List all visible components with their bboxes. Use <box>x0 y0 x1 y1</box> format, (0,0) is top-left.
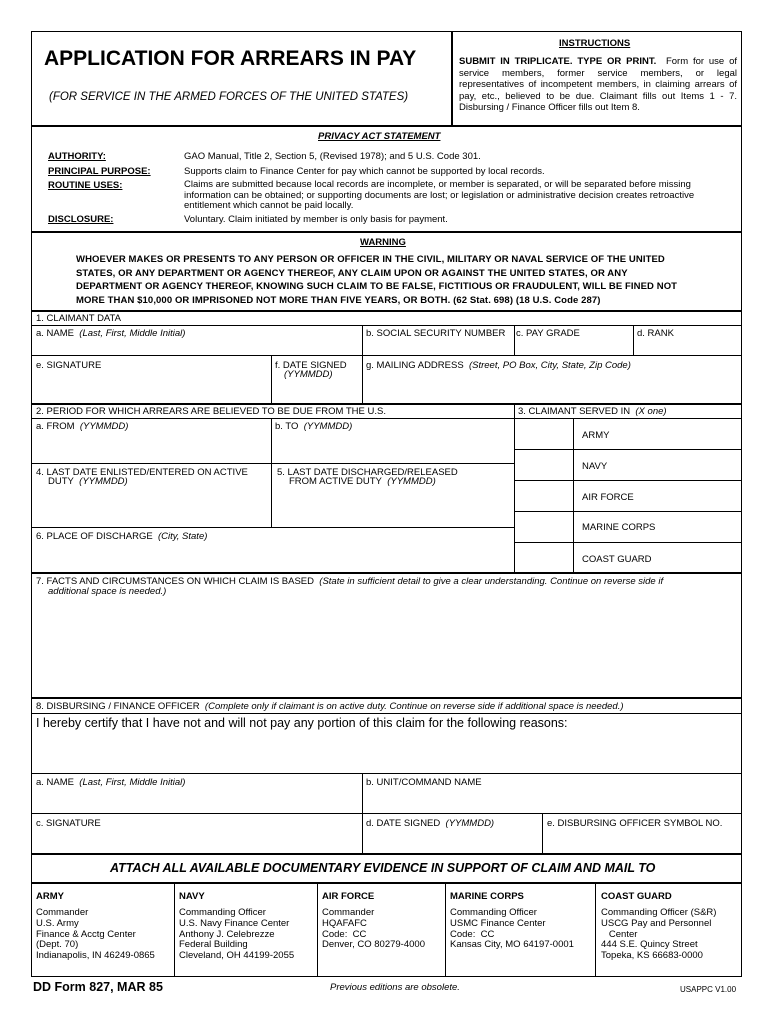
officer-date-signed-label: d. DATE SIGNED (YYMMDD) <box>366 818 495 829</box>
from-date-field[interactable] <box>33 433 269 463</box>
authority-label: AUTHORITY: <box>48 151 106 162</box>
certify-reasons-field[interactable] <box>33 732 740 772</box>
service-checkbox-marine-corps[interactable] <box>516 513 572 541</box>
s1-row1-rule <box>31 355 742 356</box>
s1-vline-rank <box>633 325 634 355</box>
facts-hint-2: additional space is needed.) <box>48 586 167 597</box>
last-date-discharged-label: 5. LAST DATE DISCHARGED/RELEASED <box>277 467 458 478</box>
mailing-address-label: g. MAILING ADDRESS (Street, PO Box, City, State, Zip Code) <box>366 360 631 371</box>
disbursing-officer-label: 8. DISBURSING / FINANCE OFFICER (Complete only if claimant is on active duty. Continue on reverse side if additional space is needed.) <box>36 701 624 712</box>
warning-bottom-rule <box>31 310 742 312</box>
purpose-label: PRINCIPAL PURPOSE: <box>48 166 151 177</box>
s3-row-rule-2 <box>514 480 742 481</box>
privacy-heading: PRIVACY ACT STATEMENT <box>318 131 441 142</box>
officer-signature-field[interactable] <box>33 830 359 852</box>
purpose-text: Supports claim to Finance Center for pay which cannot be supported by local records. <box>184 166 545 177</box>
s8-row-rule <box>31 813 742 814</box>
form-version: USAPPC V1.00 <box>680 985 737 994</box>
mail-coast-guard-address: Commanding Officer (S&R) USCG Pay and Personnel Center 444 S.E. Quincy Street Topeka, KS 66683-0000 <box>601 907 717 962</box>
s6-bottom-rule <box>31 572 742 574</box>
last-date-entered-label: 4. LAST DATE ENLISTED/ENTERED ON ACTIVE <box>36 467 248 478</box>
last-date-entered-label-2: DUTY (YYMMDD) <box>48 476 128 487</box>
officer-signature-label: c. SIGNATURE <box>36 818 101 829</box>
mail-coast-guard-title: COAST GUARD <box>601 891 672 902</box>
mail-vline-2 <box>317 882 318 977</box>
warning-heading: WARNING <box>360 237 406 248</box>
s1-vline-date <box>271 355 272 403</box>
mail-air-force-address: Commander HQAFAFC Code: CC Denver, CO 80279-4000 <box>322 907 425 951</box>
s1-heading-rule <box>31 325 742 326</box>
s8-heading-rule <box>31 713 742 714</box>
s8-bottom-rule <box>31 853 742 855</box>
s2-heading-rule <box>31 418 514 419</box>
mail-army-address: Commander U.S. Army Finance & Acctg Center (Dept. 70) Indianapolis, IN 46249-0865 <box>36 907 155 962</box>
mail-navy-title: NAVY <box>179 891 205 902</box>
officer-name-label: a. NAME (Last, First, Middle Initial) <box>36 777 186 788</box>
place-of-discharge-field[interactable] <box>33 543 511 571</box>
form-title: APPLICATION FOR ARREARS IN PAY <box>44 47 417 70</box>
routine-uses-text: Claims are submitted because local records are incomplete, or member is separated, or will be separated before missing information can be obtained; or supporting documents are lost; or legislation or administrative decision creates retroactive entitlement which cannot be paid locally. <box>184 179 695 211</box>
s3-row-rule-1 <box>514 449 742 450</box>
s3-row-rule-3 <box>514 511 742 512</box>
rank-label: d. RANK <box>637 328 674 339</box>
to-date-field[interactable] <box>273 433 511 463</box>
form-subtitle: (FOR SERVICE IN THE ARMED FORCES OF THE UNITED STATES) <box>49 91 409 103</box>
last-date-discharged-field[interactable] <box>273 490 511 527</box>
service-checkbox-coast-guard[interactable] <box>516 544 572 571</box>
served-in-heading: 3. CLAIMANT SERVED IN (X one) <box>518 406 667 417</box>
claimant-name-label: a. NAME (Last, First, Middle Initial) <box>36 328 186 339</box>
mail-navy-address: Commanding Officer U.S. Navy Finance Center Anthony J. Celebrezze Federal Building Cleveland, OH 44199-2055 <box>179 907 295 962</box>
instructions-body: Form for use of service members, former service members, or legal representatives of incompetent members, in claiming arrears of pay, etc., believed to be due. Claimant fills out Items 1 - 7. Disbursing / Finance Officer fills out Item 8. <box>459 56 737 113</box>
header-divider <box>451 31 453 126</box>
date-signed-hint: (YYMMDD) <box>284 369 333 380</box>
mail-marine-corps-address: Commanding Officer USMC Finance Center Code: CC Kansas City, MO 64197-0001 <box>450 907 574 951</box>
mailing-address-field[interactable] <box>364 372 740 402</box>
disclosure-text: Voluntary. Claim initiated by member is only basis for payment. <box>184 214 448 225</box>
mail-army-title: ARMY <box>36 891 64 902</box>
routine-uses-label: ROUTINE USES: <box>48 180 123 191</box>
disbursing-symbol-label: e. DISBURSING OFFICER SYMBOL NO. <box>547 818 723 829</box>
s3-row-rule-4 <box>514 542 742 543</box>
previous-editions-note: Previous editions are obsolete. <box>330 982 460 993</box>
facts-label: 7. FACTS AND CIRCUMSTANCES ON WHICH CLAIM IS BASED (State in sufficient detail to give a clear understanding. Continue on reverse side if <box>36 576 664 587</box>
s2-s4-rule <box>31 463 514 464</box>
service-checkbox-army[interactable] <box>516 420 572 448</box>
privacy-bottom-rule <box>31 231 742 233</box>
service-option-navy: NAVY <box>582 461 608 472</box>
s7-bottom-rule <box>31 697 742 699</box>
form-id: DD Form 827, MAR 85 <box>33 980 163 994</box>
ssn-field[interactable] <box>364 340 512 355</box>
facts-textarea[interactable] <box>33 599 740 695</box>
instructions-text <box>459 56 737 114</box>
service-option-coast-guard: COAST GUARD <box>582 554 652 565</box>
service-option-army: ARMY <box>582 430 610 441</box>
last-date-entered-field[interactable] <box>33 490 269 527</box>
service-option-marine-corps: MARINE CORPS <box>582 522 656 533</box>
disbursing-symbol-field[interactable] <box>544 830 740 852</box>
instructions-lead: SUBMIT IN TRIPLICATE. TYPE OR PRINT. <box>459 56 657 67</box>
instructions-heading: INSTRUCTIONS <box>559 38 631 49</box>
s1-vline-address <box>362 355 363 403</box>
mail-vline-1 <box>174 882 175 977</box>
certify-statement: I hereby certify that I have not and will not pay any portion of this claim for the following reasons: <box>36 716 568 730</box>
s1-vline-ssn <box>362 325 363 355</box>
s3-heading-rule <box>514 418 742 419</box>
mail-air-force-title: AIR FORCE <box>322 891 375 902</box>
s1-bottom-rule <box>31 403 742 405</box>
header-bottom-rule <box>31 125 742 127</box>
claimant-name-field[interactable] <box>33 340 359 355</box>
from-label: a. FROM (YYMMDD) <box>36 421 129 432</box>
mail-vline-3 <box>445 882 446 977</box>
mail-marine-corps-title: MARINE CORPS <box>450 891 524 902</box>
warning-text: WHOEVER MAKES OR PRESENTS TO ANY PERSON OR OFFICER IN THE CIVIL, MILITARY OR NAVAL SERVICE OF THE UNITED STATES, OR ANY DEPARTMENT OR AGENCY THEREOF, ANY CLAIM UPON OR AGAINST THE UNITED STATES, OR ANY DEPARTMENT OR AGENCY THEREOF, KNOWING SUCH CLAIM TO BE FALSE, FICTITIOUS OR FRAUDULENT, WILL BE FINED NOT MORE THAN $10,000 OR IMPRISONED NOT MORE THAN FIVE YEARS, OR BOTH. (62 Stat. 698) (18 U.S. Code 287) <box>76 254 678 306</box>
mail-to-heading: ATTACH ALL AVAILABLE DOCUMENTARY EVIDENCE IN SUPPORT OF CLAIM AND MAIL TO <box>110 861 656 875</box>
unit-command-field[interactable] <box>364 789 740 812</box>
claimant-signature-field[interactable] <box>33 372 268 402</box>
rank-field[interactable] <box>635 340 740 355</box>
s4-bottom-rule <box>31 527 514 528</box>
ssn-label: b. SOCIAL SECURITY NUMBER <box>366 328 506 339</box>
to-label: b. TO (YYMMDD) <box>275 421 353 432</box>
period-heading: 2. PERIOD FOR WHICH ARREARS ARE BELIEVED TO BE DUE FROM THE U.S. <box>36 406 386 417</box>
service-checkbox-navy[interactable] <box>516 451 572 479</box>
s1-vline-grade <box>514 325 515 355</box>
date-signed-label: f. DATE SIGNED <box>275 360 347 371</box>
s2-vline-to <box>271 418 272 528</box>
claimant-data-heading: 1. CLAIMANT DATA <box>36 313 121 324</box>
s3-checkbox-column-rule <box>573 418 574 572</box>
authority-text: GAO Manual, Title 2, Section 5, (Revised 1978); and 5 U.S. Code 301. <box>184 151 481 162</box>
service-checkbox-air-force[interactable] <box>516 482 572 510</box>
s8-vline-symbol <box>542 813 543 853</box>
pay-grade-label: c. PAY GRADE <box>516 328 580 339</box>
last-date-discharged-label-2: FROM ACTIVE DUTY (YYMMDD) <box>289 476 436 487</box>
claimant-signature-label: e. SIGNATURE <box>36 360 102 371</box>
disclosure-label: DISCLOSURE: <box>48 214 114 225</box>
pay-grade-field[interactable] <box>516 340 630 355</box>
place-of-discharge-label: 6. PLACE OF DISCHARGE (City, State) <box>36 531 208 542</box>
mail-heading-rule <box>31 882 742 884</box>
officer-date-signed-field[interactable] <box>364 830 539 852</box>
service-option-air-force: AIR FORCE <box>582 492 634 503</box>
s3-vline <box>514 403 515 572</box>
unit-command-label: b. UNIT/COMMAND NAME <box>366 777 482 788</box>
date-signed-field[interactable] <box>273 381 361 402</box>
s8-reasons-rule <box>31 773 742 774</box>
mail-vline-4 <box>595 882 596 977</box>
officer-name-field[interactable] <box>33 789 359 812</box>
